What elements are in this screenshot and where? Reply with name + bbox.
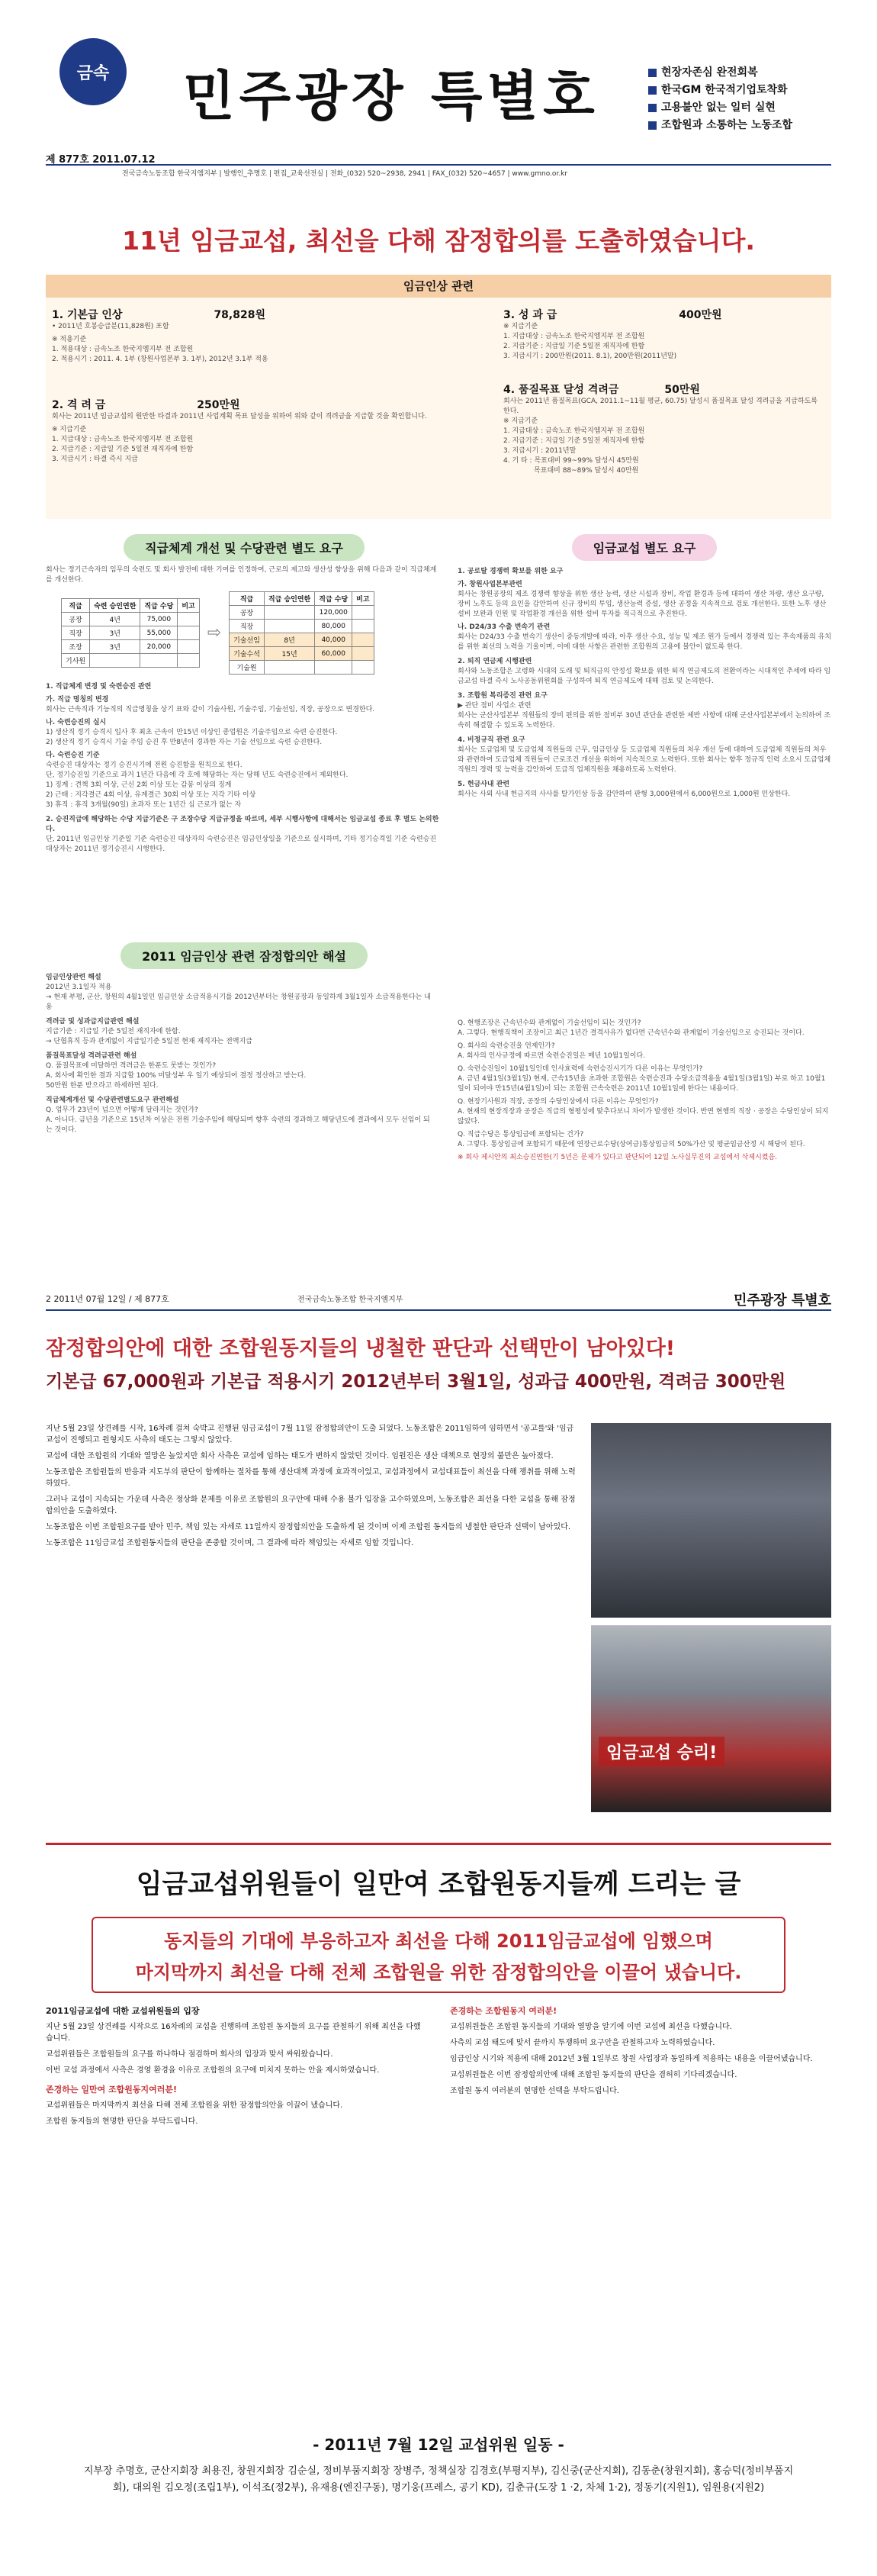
slogan: 한국GM 한국적기업토착화: [648, 82, 792, 99]
slogan: 조합원과 소통하는 노동조합: [648, 117, 792, 134]
headline-1-text: 11년 임금교섭, 최선을 다해 잠정합의를 도출하였습니다.: [122, 226, 755, 256]
wage-item-quality: 4. 품질목표 달성 격려금 50만원 회사는 2011년 품질목표(GCA, 2011.1~11월 평균, 60.75) 달성시 품질목표 달성 격려금을 지급하도록 한다. ※ 지급기준 1. 지급대상 : 금속노조 한국지엠지부 전 조합원 2. 지급기준 : 지급일 기준 5일전 재직자에 한함 3. 지급시기 : 2011년말 4. 기 타 : 목표대비 99~99% 달성시 45만원 목표대비 88~89% 달성시 40만원: [503, 384, 818, 475]
commentary-section: [46, 942, 831, 1217]
table-before: 직급 숙련 승인연한 직급 수당 비고 공장 4년 75,000 직장 3년 55,000 조장 3년 20,000 기사원: [61, 598, 200, 668]
letter-col-1: 2011임금교섭에 대한 교섭위원들의 입장 지난 5월 23일 상견례를 시작으로 16차례의 교섭을 진행하며 조합원 동지들의 요구를 관철하기 위해 최선을 다했습니다. 교섭위원들은 조합원들의 요구를 하나하나 점검하며 회사의 입장과 맞서 싸워왔습니다. 이번 교섭 과정에서 사측은 경영 환경을 이유로 조합원의 요구에 미치지 못하는 안을 제시하였습니다. 존경하는 일만여 조합원동지여러분! 교섭위원들은 마지막까지 최선을 다해 전체 조합원을 위한 잠정합의안을 이끌어 냈습니다. 조합원 동지들의 현명한 판단을 부탁드립니다.: [46, 2006, 421, 2126]
table-row: 직장 80,000: [230, 620, 374, 633]
page2-headlines: [46, 1331, 831, 1393]
meeting-photo-2: [591, 1625, 831, 1812]
square-bullet-icon: [648, 69, 657, 77]
square-bullet-icon: [648, 104, 657, 112]
commentary-right: Q. 현행조장은 근속년수와 관계없이 기술선임이 되는 것인가? A. 그렇다. 현행직책이 조장이고 최근 1년간 결격사유가 없다면 근속년수와 관계없이 기술선임으로 승진되는 것이다. Q. 회사의 숙련승진을 언제인가? A. 회사의 인사규정에 따르면 숙련승진일은 매년 10월1일이다. Q. 숙련승진일이 10월1일인데 인사효력에 숙련승진시기가 다른 이유는 무엇인가? A. 금년 4월1일(3월1일) 현재, 근속15년을 초과한 조합원은 숙련승진과 수당소급적용을 4월1일(3월1일) 부로 하고 10월1일이 되어야 만15년(4월1일)이 되는 조합원 근속숙련은 2011년 10월1일에 한다는 내용이다. Q. 현장기사원과 직장, 공장의 수당인상에서 다른 이유는 무엇인가? A. 현재의 현장직장과 공장은 직급의 형평성에 맞추다보니 차이가 발생한 것이다. 반면 현행의 직장 · 공장은 수당인상이 되지 않았다. Q. 직급수당은 통상임금에 포함되는 건가? A. 그렇다. 통상임금에 포함되기 때문에 연장근로수당(상여금)통상임금의 50%가산 및 평균임금산정 시 해당이 된다. ※ 회사 제시안의 최소승진연한(기 5년은 문제가 있다고 판단되어 12일 노사실무진의 교섭에서 삭제시켰음.: [458, 1019, 829, 1161]
wage-item-performance: 3. 성 과 급 400만원 ※ 지급기준 1. 지급대상 : 금속노조 한국지엠지부 전 조합원 2. 지급기준 : 지급일 기준 5일전 재직자에 한함 3. 지급시기 : 200만원(2011. 8.1), 200만원(2011년말): [503, 309, 722, 360]
arrow-right-icon: ⇨: [207, 623, 222, 642]
letter-subtitle-1: 동지들의 기대에 부응하고자 최선을 다해 2011임금교섭에 임했으며: [164, 1930, 713, 1952]
commentary-left: 임금인상관련 해설 2012년 3.1일자 적용 → 현재 부평, 군산, 창원의 4월1일인 임금인상 소급적용시기를 2012년부터는 창원공장과 동일하게 3월1일자 소급적용한다는 내용 격려금 및 성과급지급관련 해설 지급기준 : 지급일 기준 5일전 재직자에 한함. → 단협휴직 등과 관계없이 지급일기준 5일전 현재 재직자는 전액지급 품질목표달성 격려금관련 해설 Q. 품질목표에 미달하면 격려금은 한푼도 못받는 것인가? A. 회사에 확인한 결과 지급할 100% 미달성부 우 일기 예상되어 결정 정산하고 받는다. 50만원 한푼 받으라고 하세하면 된다. 직급체계개선 및 수당관련별도요구 관련해설 Q. 업무가 23년이 넘으면 어떻게 달라지는 것인가? A. 아니다. 금년을 기준으로 15년차 이상은 전원 기술주임에 해당되며 향후 숙련의 경과하고 해당년도에 결과에서 모두 선임이 되는 것이다.: [46, 974, 431, 1134]
table-row: 기사원: [62, 654, 200, 668]
letter-date: - 2011년 7월 12일 교섭위원 일동 -: [313, 2436, 564, 2454]
slogan: 현장자존심 완전회복: [648, 64, 792, 82]
table-row: 기술원: [230, 661, 374, 675]
page2-body: [46, 1423, 831, 1820]
table-row: 공장 4년 75,000: [62, 613, 200, 626]
wage-header: 임금인상 관련: [46, 275, 831, 298]
job-system-body: 1. 직급체계 변경 및 숙련승진 관련 가. 직급 명칭의 변경 회사는 근속직과 기능직의 직급명칭을 상기 표와 같이 기술사원, 기술주임, 기술선임, 직장, 공장으로 변경한다. 나. 숙련승진의 실시 1) 생산직 정기 승격시 입사 후 최초 근속이 만15년 이상인 종업원은 기술주임으로 숙련 승진한다. 2) 생산직 정기 승격시 기술 주임 승진 후 만8년이 경과한 자는 기술 선임으로 숙련 승진한다. 다. 숙련승진 기준 숙련승진 대상자는 정기 승진시기에 전원 승진함을 원칙으로 한다. 단, 정기승진일 기준으로 과거 1년간 다음에 각 호에 해당하는 자는 당해 년도 숙련승진에서 제외한다. 1) 징계 : 견책 3회 이상, 근신 2회 이상 또는 감봉 이상의 징계 2) 근태 : 지각결근 4회 이상, 유계결근 30회 이상 또는 지각 기타 이상 3) 휴직 : 휴직 3개월(90일) 초과자 또는 1년간 십 근로가 없는 자 2. 승진직급에 해당하는 수당 지급기준은 구 조장수당 지급규정을 따르며, 세부 시행사항에 대해서는 임금교섭 종료 후 별도 논의한다. 단, 2011년 임금인상 기준일 기준 숙련승진 대상자의 숙련승진은 임금인상일을 기준으로 실시하며, 기타 정기승격일 기준 숙련승진 대상자는 2011년 정기승진시 시행한다.: [46, 683, 439, 853]
separate-demands-body: 1. 공로탈 경쟁력 확보를 위한 요구 가. 창원사업본부관련 회사는 창원공장의 제조 경쟁력 향상을 위한 생산 능력, 생산 시설과 장비, 작업 환경과 등에 대하여 생산 차량, 생산 요구량, 장비 노후도 등의 요인을 감안하여 신규 장비의 투입, 생산능력 증설, 생산 공정을 지속적으로 검토 개선한다. 또한 노후 생산설비 보완과 인원 및 작업환경 개선을 위한 설비 투자를 적극적으로 추진한다. 나. D24/33 수출 변속기 관련 회사는 D24/33 수출 변속기 생산이 중동개발에 따라, 아후 생산 수요, 성능 및 제조 원가 등에서 경쟁력 있는 후속제품의 유치를 위한 최선의 노력을 기울이며, 이에 대한 사항은 관련한 조합원의 고용에 불안이 없도록 한다. 2. 퇴직 연금제 시행관련 회사와 노동조합은 고령화 시대의 도래 및 퇴직금의 안정성 확보를 위한 퇴직 연금제도의 전환이라는 시대적인 추세에 따라 임금교섭 타결 즉시 노사공동위원회를 구성하여 퇴직 연금제도에 대해 검토 및 논의한다. 3. 조합원 복리증진 관련 요구 ▶ 관단 점비 사업소 관련 회사는 군산사업본부 직원들의 장비 편의를 위한 점비부 30년 관단을 관련한 제반 사항에 대해 군산사업본부에서 논의하여 조속히 해결할 수 있도록 노력한다. 4. 비정규직 관련 요구 회사는 도급업체 및 도급업체 직원들의 근무, 임금인상 등 도급업체 직원들의 처우 개선 등에 대하여 도급업체 직원들의 처우와 관련하여 도급업체 직원들이 근로조건 개선을 위하여 지속적으로 노력한다. 또한 회사는 향후 정규직 인력 소요시 도급업체 직원의 경력 및 능력을 감안하여 도급직 업체직원을 채용하도록 노력한다. 5. 헌금사내 관련 회사는 사외 사내 헌금지의 사사를 탈가인상 등을 감안하여 판형 3,000원에서 6,000원으로 1,000원 인상한다.: [458, 568, 832, 798]
letter-subtitle-2: 마지막까지 최선을 다해 전체 조합원을 위한 잠정합의안을 이끌어 냈습니다.: [135, 1962, 742, 1983]
table-row: 공장 120,000: [230, 606, 374, 620]
masthead-title: 민주광장 특별호: [183, 65, 599, 127]
slogan-list: [648, 64, 792, 134]
logo: [59, 38, 127, 105]
masthead-rule: [46, 164, 831, 166]
page2-title: 민주광장 특별호: [734, 1293, 831, 1309]
masthead: [0, 0, 877, 178]
square-bullet-icon: [648, 121, 657, 130]
page2-org: 전국금속노동조합 한국지엠지부: [297, 1296, 403, 1304]
page2-date: 2 2011년 07월 12일 / 제 877호: [46, 1294, 169, 1304]
page2-headline-red: 잠정합의안에 대한 조합원동지들의 냉철한 판단과 선택만이 남아있다!: [46, 1337, 676, 1360]
letter-subtitle-box: [92, 1917, 785, 1993]
table-after: 직급 직급 승인연한 직급 수당 비고 공장 120,000 직장 80,000 기술선임 8년 40,000 기술수석 15년 60,000 기술원: [229, 591, 374, 675]
headline-1: [0, 221, 877, 257]
letter-col-2: 존경하는 조합원동지 여러분! 교섭위원들은 조합원 동지들의 기대와 열망을 알기에 이번 교섭에 최선을 다했습니다. 사측의 교섭 태도에 맞서 끝까지 투쟁하며 요구안을 관철하고자 노력하였습니다. 임금인상 시기와 적용에 대해 2012년 3월 1일부로 창원 사업장과 동일하게 적용하는 내용을 이끌어냈습니다. 교섭위원들은 이번 잠정합의안에 대해 조합원 동지들의 판단을 겸허히 기다리겠습니다. 조합원 동지 여러분의 현명한 선택을 부탁드립니다.: [450, 2006, 813, 2095]
job-system-intro: 회사는 정기근속자의 임무의 숙련도 및 회사 발전에 대한 기여를 인정하여, 근로의 제고와 생산성 향상을 위해 다음과 같이 직급체계를 개선한다.: [46, 566, 437, 584]
commentary-header: 2011 임금인상 관련 잠정합의안 해설: [120, 942, 368, 969]
square-bullet-icon: [648, 86, 657, 95]
separate-demands-section: [458, 534, 831, 1007]
meeting-photo-1: [591, 1423, 831, 1618]
table-row: 조장 3년 20,000: [62, 640, 200, 654]
issue-number: 제 877호 2011.07.12: [46, 154, 156, 166]
publisher-line: 전국금속노동조합 한국지엠지부 | 발행인_추명호 | 편집_교육선전실 | 전화_(032) 520~2938, 2941 | FAX_(032) 520~4657 | www.gmno.or.kr: [122, 170, 568, 178]
table-row: 기술수석 15년 60,000: [230, 647, 374, 661]
job-system-section: [46, 534, 442, 931]
table-row: 기술선임 8년 40,000: [230, 633, 374, 647]
separate-demands-header: 임금교섭 별도 요구: [572, 534, 718, 561]
job-system-header: 직급체계 개선 및 수당관련 별도 요구: [124, 534, 365, 561]
letter-signatures: 지부장 추명호, 군산지회장 최용진, 창원지회장 김순실, 정비부품지회장 장병주, 정책실장 김경호(부평지부), 김신중(군산지회), 김동춘(창원지회), 홍승덕(정비부품지회), 대의원 김오정(조립1부), 이석조(정2부), 유재용(엔진구동), 명기웅(프레스, 공기 KD), 김춘규(도장 1 ·2, 차체 1·2), 정동기(지원1), 임원용(지원2): [83, 2465, 794, 2494]
page2-headline-dark: 기본급 67,000원과 기본급 적용시기 2012년부터 3월1일, 성과급 400만원, 격려금 300만원: [46, 1372, 786, 1392]
logo-text: 금속: [76, 63, 110, 83]
job-tables: [61, 591, 442, 675]
table-row: 직장 3년 55,000: [62, 626, 200, 640]
wage-item-bonus: 2. 격 려 금 250만원 회사는 2011년 임금교섭의 원만한 타결과 2011년 사업계획 목표 달성을 위하여 위와 같이 격려금을 지급할 것을 확인합니다. ※ 지급기준 1. 지급대상 : 금속노조 한국지엠지부 전 조합원 2. 지급기준 : 지급일 기준 5일전 재직자에 한함 3. 지급시기 : 타결 즉시 지급: [52, 399, 427, 463]
photo-caption: 임금교섭 승리!: [599, 1737, 724, 1766]
letter-title: 임금교섭위원들이 일만여 조합원동지들께 드리는 글: [136, 1869, 741, 1900]
page2-article: 지난 5월 23일 상견례를 시작, 16차례 걸쳐 숙박고 진행된 임금교섭이 7월 11일 잠정합의안이 도출 되었다. 노동조합은 2011임하여 임하면서 '공고를'와 '임금교섭이 진행되고 원형지도 사측의 태도는 그렇지 않았다. 교섭에 대한 조합원의 기대와 열망은 높았지만 회사 사측은 교섭에 임하는 태도가 변하지 않았던 것이다. 임원진은 생산 대책으로 현장의 불만은 높아졌다. 노동조합은 조합원들의 반응과 지도부의 판단이 함께하는 절차를 통해 생산대책 과정에 효과적이었고, 교섭과정에서 교섭대표들이 최선을 다해 쟁취를 위해 노력하였다. 그러나 교섭이 지속되는 가운데 사측은 정상화 문제를 이유로 조합원의 요구안에 대해 수용 불가 입장을 고수하였으며, 노동조합은 최선을 다한 교섭을 통해 잠정합의안을 도출하였다. 노동조합은 이번 조합원요구를 받아 민주, 책임 있는 자세로 11일까지 잠정합의안을 도출하게 된 것이며 이제 조합원 동지들의 냉철한 판단과 선택이 남아있다. 노동조합은 11임금교섭 조합원동지들의 판단을 존중할 것이며, 그 결과에 따라 책임있는 자세로 임할 것입니다.: [46, 1425, 576, 1547]
slogan: 고용불안 없는 일터 실현: [648, 99, 792, 117]
wage-section: [46, 275, 831, 519]
page2-header: [46, 1290, 831, 1311]
wage-item-base: 1. 기본급 인상 78,828원 • 2011년 호봉승급분(11,828원) 포함 ※ 적용기준 1. 적용대상 : 금속노조 한국지엠지부 전 조합원 2. 적용시기 : 2011. 4. 1부 (창원사업본부 3. 1부), 2012년 3.1부 적용: [52, 309, 268, 363]
letter-section: [46, 1843, 831, 2532]
